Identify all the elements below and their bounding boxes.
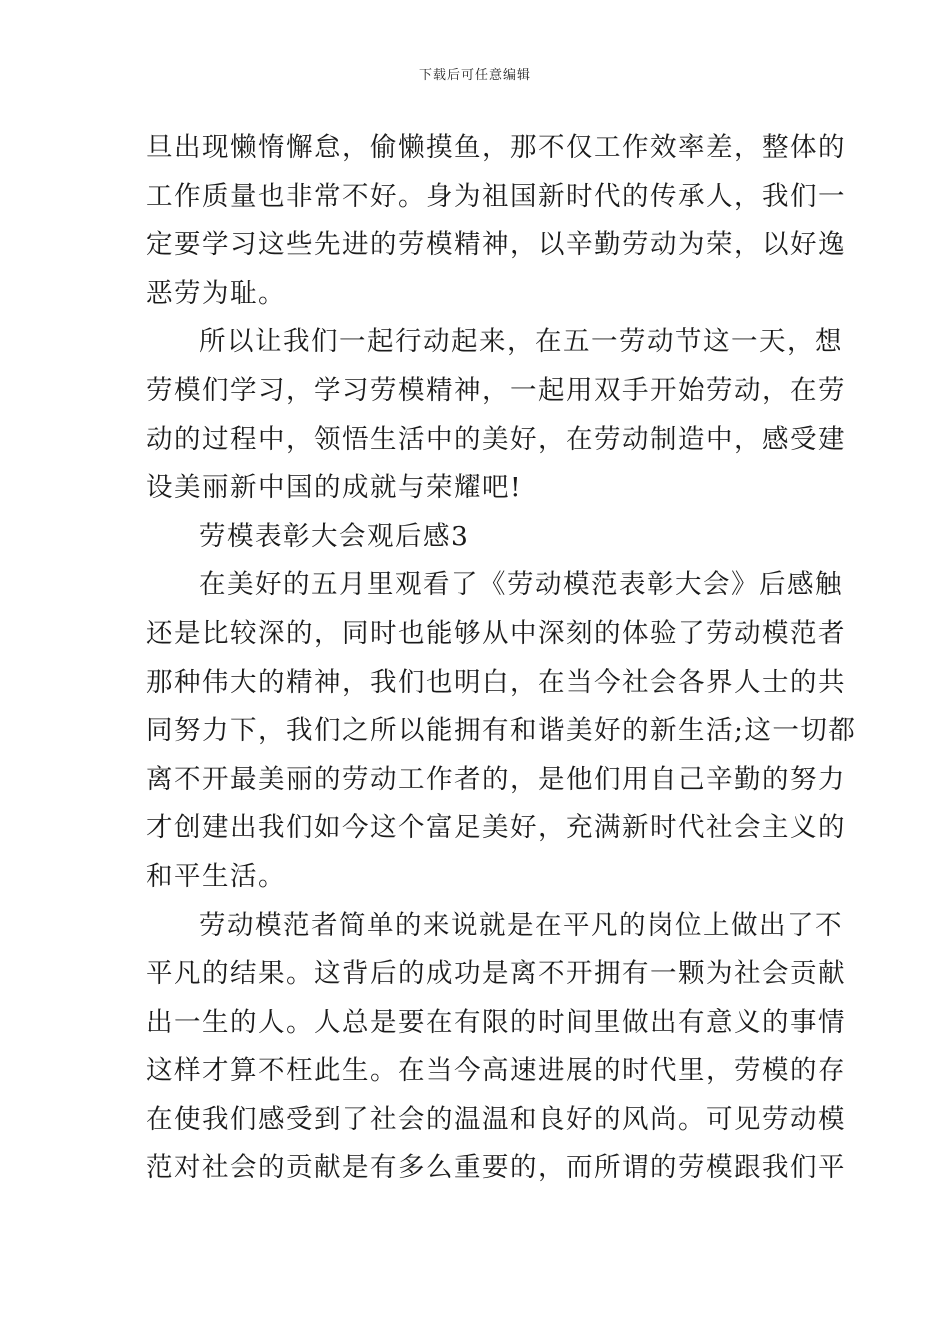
text-line: 劳模们学习，学习劳模精神，一起用双手开始劳动，在劳 <box>146 374 846 406</box>
text-line: 恶劳为耻。 <box>146 277 286 309</box>
text-line: 劳动模范者简单的来说就是在平凡的岗位上做出了不 <box>199 909 843 941</box>
document-body <box>146 124 857 1193</box>
text-line: 离不开最美丽的劳动工作者的，是他们用自己辛勤的努力 <box>146 763 846 795</box>
paragraph-4 <box>146 902 846 1194</box>
text-line: 出一生的人。人总是要在有限的时间里做出有意义的事情 <box>146 1006 846 1038</box>
text-line: 定要学习这些先进的劳模精神，以辛勤劳动为荣，以好逸 <box>146 229 846 261</box>
text-line: 工作质量也非常不好。身为祖国新时代的传承人，我们一 <box>146 180 846 212</box>
text-line: 这样才算不枉此生。在当今高速进展的时代里，劳模的存 <box>146 1055 846 1087</box>
paragraph-2 <box>146 318 846 512</box>
text-line: 在使我们感受到了社会的温温和良好的风尚。可见劳动模 <box>146 1103 846 1135</box>
page-header: 下载后可任意编辑 <box>418 68 531 83</box>
text-line: 旦出现懒惰懈怠，偷懒摸鱼，那不仅工作效率差，整体的 <box>146 132 846 163</box>
heading-text: 劳模表彰大会观后感3 <box>199 520 470 552</box>
text-line: 动的过程中，领悟生活中的美好，在劳动制造中，感受建 <box>146 423 846 455</box>
text-line: 还是比较深的，同时也能够从中深刻的体验了劳动模范者 <box>146 617 846 649</box>
text-line: 同努力下，我们之所以能拥有和谐美好的新生活;这一切都 <box>146 715 857 747</box>
paragraph-1 <box>146 124 846 318</box>
text-line: 所以让我们一起行动起来，在五一劳动节这一天，想 <box>199 326 843 358</box>
paragraph-3 <box>146 561 857 901</box>
text-line: 那种伟大的精神，我们也明白，在当今社会各界人士的共 <box>146 666 846 698</box>
text-line: 才创建出我们如今这个富足美好，充满新时代社会主义的 <box>146 812 846 844</box>
text-line: 设美丽新中国的成就与荣耀吧! <box>146 472 523 504</box>
section-heading <box>146 513 816 562</box>
text-line: 平凡的结果。这背后的成功是离不开拥有一颗为社会贡献 <box>146 958 846 990</box>
text-line: 范对社会的贡献是有多么重要的，而所谓的劳模跟我们平 <box>146 1152 846 1184</box>
text-line: 和平生活。 <box>146 860 286 892</box>
text-line: 在美好的五月里观看了《劳动模范表彰大会》后感触 <box>199 569 843 601</box>
